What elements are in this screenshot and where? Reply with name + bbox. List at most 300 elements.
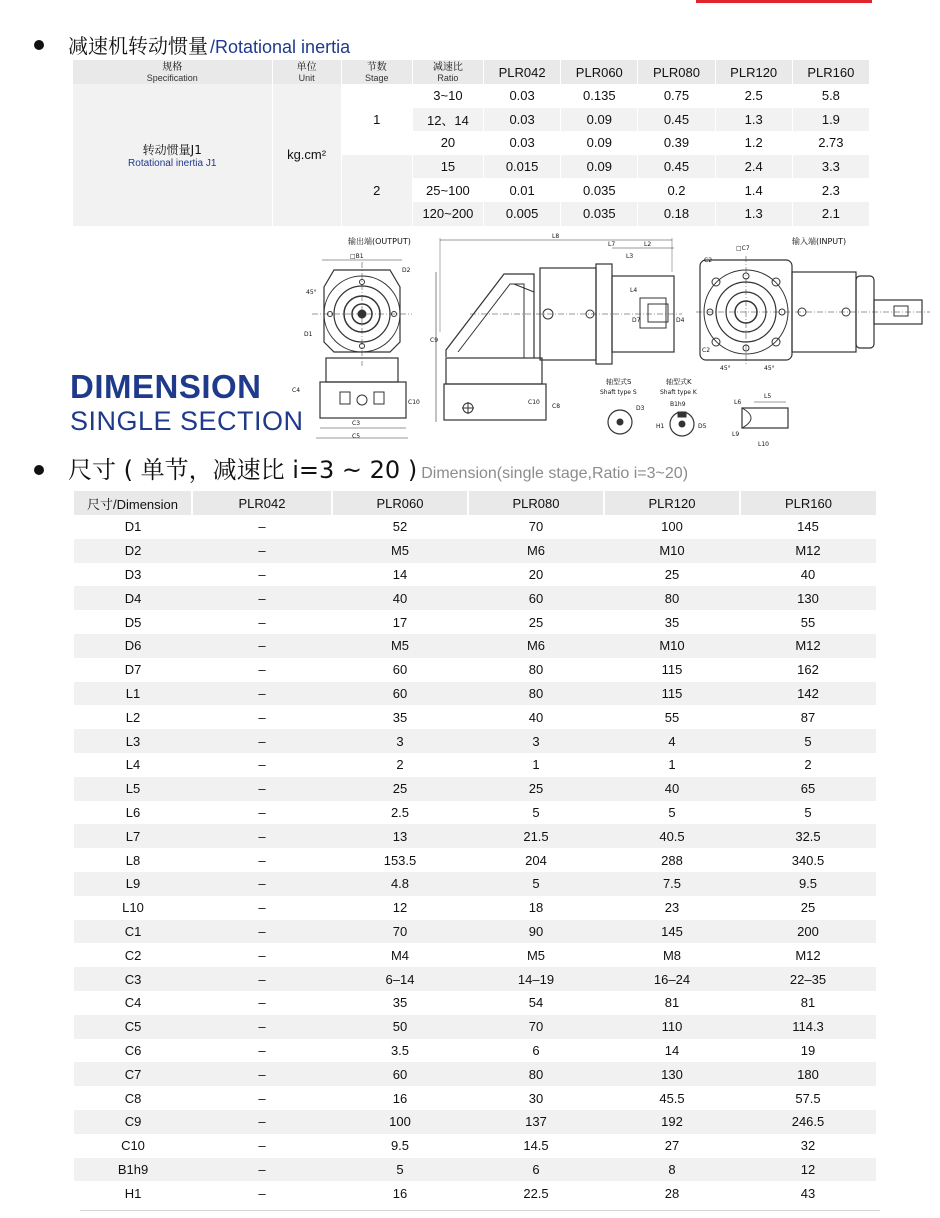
value-cell: 0.015 xyxy=(484,155,560,179)
dimension-label-cell: C9 xyxy=(74,1110,192,1134)
dimension-value-cell: M12 xyxy=(740,634,876,658)
dimension-row xyxy=(74,943,876,967)
dimension-value-cell: M4 xyxy=(390,947,410,963)
dimension-value-cell: 115 xyxy=(604,682,740,706)
header-model: PLR042 xyxy=(484,60,560,84)
dimension-label-cell: L1 xyxy=(74,682,192,706)
dimension-row xyxy=(74,1039,876,1063)
value-cell: 0.035 xyxy=(583,182,616,198)
dimension-label-cell: D7 xyxy=(124,662,142,678)
inertia-table xyxy=(72,60,870,226)
dimension-value-cell: 32 xyxy=(800,1138,816,1154)
dimension-value-cell: 115 xyxy=(661,662,683,678)
dimension-value-cell: – xyxy=(258,900,266,916)
single-section-title: SINGLE SECTION xyxy=(70,406,304,436)
dimension-value-cell: 3.5 xyxy=(390,1042,410,1058)
dimension-value-cell: 137 xyxy=(468,1110,604,1134)
dimension-value-cell: – xyxy=(192,777,332,801)
header-model: PLR120 xyxy=(604,491,740,515)
bullet-icon xyxy=(34,465,44,475)
dimension-value-cell: M12 xyxy=(740,539,876,563)
ratio-cell: 15 xyxy=(413,155,483,179)
svg-text:C4: C4 xyxy=(292,387,301,394)
dimension-value-cell: M5 xyxy=(526,947,546,963)
dimension-value-cell: 13 xyxy=(332,824,468,848)
dimension-value-cell: 80 xyxy=(468,1062,604,1086)
value-cell: 2.1 xyxy=(793,202,869,226)
dimension-row xyxy=(74,1015,876,1039)
header-spec: 规格 Specification xyxy=(73,60,272,84)
dimension-row xyxy=(74,991,876,1015)
dimension-value-cell: 5 xyxy=(740,729,876,753)
svg-text:□B1: □B1 xyxy=(350,253,364,260)
dimension-row xyxy=(74,753,876,777)
dimension-row xyxy=(74,1062,876,1086)
stage-cell: 2 xyxy=(342,155,412,226)
ratio-cell: 12、14 xyxy=(413,108,483,132)
dimension-value-cell: 28 xyxy=(664,1185,680,1201)
dimension-value-cell: 5 xyxy=(804,804,812,820)
value-cell: 0.03 xyxy=(484,108,560,132)
dimension-value-cell: 3 xyxy=(332,729,468,753)
dimension-value-cell: 25 xyxy=(468,777,604,801)
dimension-label-cell: D6 xyxy=(74,634,192,658)
header-model: PLR160 xyxy=(793,60,869,84)
dimension-value-cell: M6 xyxy=(468,539,604,563)
dimension-value-cell: M10 xyxy=(604,539,740,563)
stage-cell: 1 xyxy=(373,111,381,127)
dimension-label-cell: L6 xyxy=(125,804,141,820)
inertia-title-zh: 减速机转动惯量 xyxy=(68,34,208,58)
dimension-value-cell: M5 xyxy=(332,539,468,563)
dimension-value-cell: 2.5 xyxy=(390,804,410,820)
dimension-row xyxy=(74,705,876,729)
dimension-row xyxy=(74,610,876,634)
dimension-value-cell: 6–14 xyxy=(332,967,468,991)
svg-text:轴型式K: 轴型式K xyxy=(666,378,692,386)
dimension-value-cell: 35 xyxy=(392,995,408,1011)
dimension-value-cell: – xyxy=(258,1138,266,1154)
svg-text:D7: D7 xyxy=(632,317,641,324)
value-cell: 1.2 xyxy=(744,135,763,151)
unit-cell: kg.cm² xyxy=(273,84,341,226)
dimension-value-cell: M6 xyxy=(468,634,604,658)
dimension-value-cell: 12 xyxy=(392,900,408,916)
dimension-value-cell: 16 xyxy=(392,1185,408,1201)
dimension-row xyxy=(74,1086,876,1110)
dimension-value-cell: 7.5 xyxy=(604,872,740,896)
dimension-label-cell: C5 xyxy=(74,1015,192,1039)
dimension-value-cell: 35 xyxy=(392,709,408,725)
svg-text:D3: D3 xyxy=(636,405,645,412)
dimension-row xyxy=(74,1110,876,1134)
output-label: 输出端(OUTPUT) xyxy=(348,237,411,246)
value-cell: 2.4 xyxy=(716,155,792,179)
value-cell: 0.18 xyxy=(638,202,714,226)
dimension-value-cell: 35 xyxy=(664,614,680,630)
dimension-label-cell: D4 xyxy=(74,586,192,610)
dimension-value-cell: 90 xyxy=(468,920,604,944)
dimension-value-cell: – xyxy=(258,1090,266,1106)
header-model: PLR120 xyxy=(716,60,792,84)
svg-text:L2: L2 xyxy=(644,241,652,248)
value-cell: 0.09 xyxy=(561,108,637,132)
value-cell: 5.8 xyxy=(821,88,840,104)
svg-text:45°: 45° xyxy=(764,365,775,372)
dimension-value-cell: – xyxy=(192,872,332,896)
dimension-value-cell: 60 xyxy=(332,682,468,706)
dimension-value-cell: 55 xyxy=(800,614,816,630)
dimension-value-cell: 100 xyxy=(332,1110,468,1134)
dimension-label-cell: H1 xyxy=(124,1185,142,1201)
dimension-value-cell: 52 xyxy=(392,519,408,535)
header-stage: 节数 Stage xyxy=(342,60,412,84)
bullet-icon xyxy=(34,40,44,50)
dimension-row xyxy=(74,777,876,801)
dimension-value-cell: 16–24 xyxy=(604,967,740,991)
dimension-value-cell: 14 xyxy=(664,1042,680,1058)
inertia-section-heading xyxy=(34,30,350,59)
svg-text:B1h9: B1h9 xyxy=(670,401,686,408)
svg-text:L9: L9 xyxy=(732,431,740,438)
dimension-row xyxy=(74,729,876,753)
dimension-table xyxy=(74,491,876,1205)
dimension-label-cell: L8 xyxy=(125,852,141,868)
value-cell: 0.45 xyxy=(638,108,714,132)
svg-text:Shaft type K: Shaft type K xyxy=(660,389,697,396)
dimension-value-cell: 1 xyxy=(532,757,540,773)
dimension-label-cell: L4 xyxy=(125,757,141,773)
dimension-value-cell: 81 xyxy=(800,995,816,1011)
svg-text:D5: D5 xyxy=(698,423,707,430)
dimension-value-cell: 60 xyxy=(392,662,408,678)
dimension-value-cell: 40 xyxy=(332,586,468,610)
svg-text:C8: C8 xyxy=(552,403,561,410)
dimension-value-cell: 80 xyxy=(468,682,604,706)
dimension-value-cell: 70 xyxy=(468,1015,604,1039)
dimension-value-cell: 5 xyxy=(332,1158,468,1182)
value-cell: 1.3 xyxy=(716,108,792,132)
dimension-value-cell: 288 xyxy=(661,852,683,868)
dimension-value-cell: 9.5 xyxy=(740,872,876,896)
dimension-value-cell: 40.5 xyxy=(604,824,740,848)
dimension-label-cell: C10 xyxy=(121,1138,145,1154)
dimension-row xyxy=(74,682,876,706)
dimension-value-cell: 60 xyxy=(468,586,604,610)
dimension-label-cell: L10 xyxy=(122,900,144,916)
dimension-value-cell: – xyxy=(258,519,266,535)
dimension-value-cell: 21.5 xyxy=(468,824,604,848)
dimension-row xyxy=(74,896,876,920)
dimension-value-cell: – xyxy=(192,1158,332,1182)
svg-text:C10: C10 xyxy=(408,399,420,406)
header-model: PLR160 xyxy=(740,491,876,515)
value-cell: 0.45 xyxy=(638,155,714,179)
dimension-label-cell: C1 xyxy=(74,920,192,944)
dimension-value-cell: – xyxy=(258,614,266,630)
dimension-row xyxy=(74,586,876,610)
dimension-row xyxy=(74,634,876,658)
dimension-row xyxy=(74,967,876,991)
dimension-value-cell: 180 xyxy=(740,1062,876,1086)
dimension-value-cell: 18 xyxy=(528,900,544,916)
dimension-title-en: Dimension(single stage,Ratio i=3~20) xyxy=(421,465,689,482)
dimension-label-cell: C2 xyxy=(124,947,142,963)
dimension-value-cell: 1 xyxy=(668,757,676,773)
dimension-row xyxy=(74,515,876,539)
dimension-label-cell: L5 xyxy=(74,777,192,801)
header-model: PLR042 xyxy=(192,491,332,515)
dimension-value-cell: – xyxy=(258,566,266,582)
dimension-value-cell: 65 xyxy=(740,777,876,801)
header-model: PLR060 xyxy=(561,60,637,84)
dimension-row xyxy=(74,824,876,848)
svg-text:45°: 45° xyxy=(720,365,731,372)
value-cell: 1.9 xyxy=(793,108,869,132)
value-cell: 1.3 xyxy=(716,202,792,226)
dimension-row xyxy=(74,920,876,944)
dimension-label-cell: D2 xyxy=(74,539,192,563)
dimension-label-cell: B1h9 xyxy=(74,1158,192,1182)
dimension-value-cell: 340.5 xyxy=(791,852,825,868)
dimension-value-cell: 32.5 xyxy=(740,824,876,848)
svg-text:C2: C2 xyxy=(702,347,711,354)
dimension-value-cell: 30 xyxy=(528,1090,544,1106)
dimension-value-cell: 6 xyxy=(468,1158,604,1182)
dimension-value-cell: 100 xyxy=(661,519,683,535)
dimension-value-cell: M12 xyxy=(795,947,821,963)
dimension-value-cell: 4 xyxy=(604,729,740,753)
svg-text:D1: D1 xyxy=(304,331,313,338)
dimension-label-cell: D3 xyxy=(124,566,142,582)
dimension-value-cell: 25 xyxy=(664,566,680,582)
dimension-value-cell: 145 xyxy=(604,920,740,944)
dimension-value-cell: 5 xyxy=(468,872,604,896)
dimension-value-cell: – xyxy=(192,1110,332,1134)
dimension-label-cell: C4 xyxy=(124,995,142,1011)
dimension-value-cell: 130 xyxy=(740,586,876,610)
dimension-value-cell: 192 xyxy=(604,1110,740,1134)
value-cell: 0.01 xyxy=(509,182,535,198)
svg-text:D4: D4 xyxy=(676,317,685,324)
ratio-cell: 20 xyxy=(440,135,456,151)
dimension-label-cell: D1 xyxy=(124,519,142,535)
dimension-row xyxy=(74,658,876,682)
dimension-row xyxy=(74,1181,876,1205)
dimension-row xyxy=(74,539,876,563)
svg-text:45°: 45° xyxy=(306,289,317,296)
header-ratio: 减速比 Ratio xyxy=(413,60,483,84)
value-cell: 0.2 xyxy=(667,182,686,198)
dimension-value-cell: 246.5 xyxy=(740,1110,876,1134)
dimension-value-cell: 22–35 xyxy=(740,967,876,991)
value-cell: 0.005 xyxy=(484,202,560,226)
dimension-value-cell: 70 xyxy=(332,920,468,944)
dimension-value-cell: 40 xyxy=(604,777,740,801)
dimension-value-cell: 50 xyxy=(332,1015,468,1039)
dimension-value-cell: 5 xyxy=(668,804,676,820)
value-cell: 0.03 xyxy=(509,135,535,151)
ratio-cell: 25~100 xyxy=(426,182,470,198)
dimension-value-cell: – xyxy=(258,852,266,868)
svg-text:L5: L5 xyxy=(764,393,772,400)
dimension-value-cell: – xyxy=(192,682,332,706)
dimension-value-cell: 9.5 xyxy=(390,1138,410,1154)
dimension-value-cell: – xyxy=(192,824,332,848)
dimension-value-cell: 25 xyxy=(800,900,816,916)
inertia-row xyxy=(73,84,869,108)
svg-text:L10: L10 xyxy=(758,441,769,448)
value-cell: 0.03 xyxy=(509,88,535,104)
value-cell: 2.3 xyxy=(821,182,840,198)
dimension-row xyxy=(74,1134,876,1158)
dimension-value-cell: – xyxy=(192,634,332,658)
gearbox-technical-drawing xyxy=(290,232,930,458)
value-cell: 2.73 xyxy=(818,135,844,151)
dimension-value-cell: – xyxy=(258,709,266,725)
dimension-value-cell: 25 xyxy=(332,777,468,801)
dimension-value-cell: 81 xyxy=(664,995,680,1011)
dimension-title-zh: 尺寸 ( 单节，减速比 i=3 ~ 20 ) xyxy=(68,456,418,484)
dimension-label-cell: C8 xyxy=(124,1090,142,1106)
dimension-value-cell: 40 xyxy=(800,566,816,582)
value-cell: 0.035 xyxy=(561,202,637,226)
dimension-value-cell: 8 xyxy=(604,1158,740,1182)
dimension-value-cell: 57.5 xyxy=(795,1090,821,1106)
dimension-value-cell: 3 xyxy=(468,729,604,753)
dimension-title: DIMENSION xyxy=(70,368,262,405)
header-model: PLR080 xyxy=(468,491,604,515)
dimension-value-cell: – xyxy=(192,967,332,991)
header-dimension: 尺寸/Dimension xyxy=(74,491,192,515)
dimension-value-cell: 23 xyxy=(664,900,680,916)
dimension-value-cell: 200 xyxy=(740,920,876,944)
dimension-value-cell: 145 xyxy=(797,519,819,535)
dimension-label-cell: L3 xyxy=(74,729,192,753)
dimension-value-cell: – xyxy=(192,1015,332,1039)
dimension-value-cell: – xyxy=(192,1062,332,1086)
dimension-value-cell: 5 xyxy=(532,804,540,820)
dimension-value-cell: 43 xyxy=(800,1185,816,1201)
dimension-row xyxy=(74,801,876,825)
svg-text:L8: L8 xyxy=(552,233,560,240)
value-cell: 0.09 xyxy=(586,135,612,151)
dimension-row xyxy=(74,848,876,872)
dimension-title-block xyxy=(70,370,304,435)
dimension-label-cell: L7 xyxy=(74,824,192,848)
dimension-row xyxy=(74,872,876,896)
dimension-value-cell: M10 xyxy=(604,634,740,658)
inertia-header-row xyxy=(73,60,869,84)
dimension-value-cell: 22.5 xyxy=(523,1185,549,1201)
value-cell: 0.75 xyxy=(663,88,690,104)
svg-text:Shaft type S: Shaft type S xyxy=(600,389,637,396)
dimension-value-cell: – xyxy=(192,586,332,610)
dimension-value-cell: 45.5 xyxy=(659,1090,685,1106)
dimension-value-cell: 60 xyxy=(332,1062,468,1086)
dimension-label-cell: C7 xyxy=(74,1062,192,1086)
dimension-value-cell: 142 xyxy=(740,682,876,706)
svg-text:C3: C3 xyxy=(352,420,361,427)
dimension-value-cell: 4.8 xyxy=(332,872,468,896)
dimension-value-cell: 114.3 xyxy=(740,1015,876,1039)
dimension-value-cell: 55 xyxy=(664,709,680,725)
dimension-value-cell: 80 xyxy=(528,662,544,678)
header-model: PLR060 xyxy=(332,491,468,515)
dimension-value-cell: – xyxy=(258,757,266,773)
svg-text:L4: L4 xyxy=(630,287,638,294)
dimension-value-cell: 153.5 xyxy=(383,852,417,868)
dimension-value-cell: 2 xyxy=(396,757,404,773)
dimension-value-cell: 25 xyxy=(528,614,544,630)
dimension-value-cell: M5 xyxy=(332,634,468,658)
dimension-section-heading xyxy=(34,450,688,485)
bottom-divider xyxy=(80,1210,880,1211)
dimension-value-cell: 80 xyxy=(604,586,740,610)
value-cell: 3.3 xyxy=(793,155,869,179)
dimension-value-cell: 70 xyxy=(528,519,544,535)
value-cell: 1.4 xyxy=(744,182,763,198)
dimension-value-cell: M8 xyxy=(662,947,682,963)
dimension-value-cell: 110 xyxy=(604,1015,740,1039)
dimension-value-cell: – xyxy=(192,729,332,753)
dimension-label-cell: D5 xyxy=(124,614,142,630)
dimension-value-cell: 204 xyxy=(525,852,547,868)
header-unit: 单位 Unit xyxy=(273,60,341,84)
svg-text:C5: C5 xyxy=(352,433,361,440)
dimension-value-cell: 54 xyxy=(528,995,544,1011)
dimension-value-cell: – xyxy=(258,662,266,678)
dimension-value-cell: 130 xyxy=(604,1062,740,1086)
inertia-title-en: /Rotational inertia xyxy=(210,37,351,57)
dimension-value-cell: 17 xyxy=(392,614,408,630)
value-cell: 0.39 xyxy=(663,135,690,151)
dimension-value-cell: 14.5 xyxy=(523,1138,549,1154)
svg-text:L3: L3 xyxy=(626,253,634,260)
dimension-value-cell: 162 xyxy=(797,662,819,678)
dimension-value-cell: 19 xyxy=(800,1042,816,1058)
dimension-value-cell: – xyxy=(258,947,266,963)
dimension-value-cell: – xyxy=(192,920,332,944)
dimension-value-cell: – xyxy=(192,539,332,563)
dimension-value-cell: 87 xyxy=(800,709,816,725)
svg-text:轴型式S: 轴型式S xyxy=(606,378,632,386)
svg-text:C9: C9 xyxy=(430,337,439,344)
value-cell: 2.5 xyxy=(744,88,763,104)
svg-text:L7: L7 xyxy=(608,241,616,248)
spec-cell: 转动惯量J1 Rotational inertia J1 xyxy=(73,84,272,226)
dimension-label-cell: C6 xyxy=(124,1042,142,1058)
value-cell: 0.135 xyxy=(583,88,616,104)
dimension-value-cell: – xyxy=(258,1185,266,1201)
dimension-label-cell: L2 xyxy=(125,709,141,725)
dimension-value-cell: 16 xyxy=(392,1090,408,1106)
ratio-cell: 120~200 xyxy=(413,202,483,226)
svg-text:□C7: □C7 xyxy=(736,245,750,252)
svg-text:D2: D2 xyxy=(402,267,411,274)
dimension-value-cell: 12 xyxy=(740,1158,876,1182)
top-accent-bar xyxy=(696,0,872,3)
dimension-value-cell: – xyxy=(258,1042,266,1058)
dimension-value-cell: 27 xyxy=(664,1138,680,1154)
dimension-header-row xyxy=(74,491,876,515)
dimension-label-cell: L9 xyxy=(74,872,192,896)
dimension-value-cell: 14 xyxy=(392,566,408,582)
dimension-row xyxy=(74,1158,876,1182)
dimension-value-cell: – xyxy=(258,804,266,820)
dimension-value-cell: – xyxy=(258,995,266,1011)
dimension-row xyxy=(74,563,876,587)
